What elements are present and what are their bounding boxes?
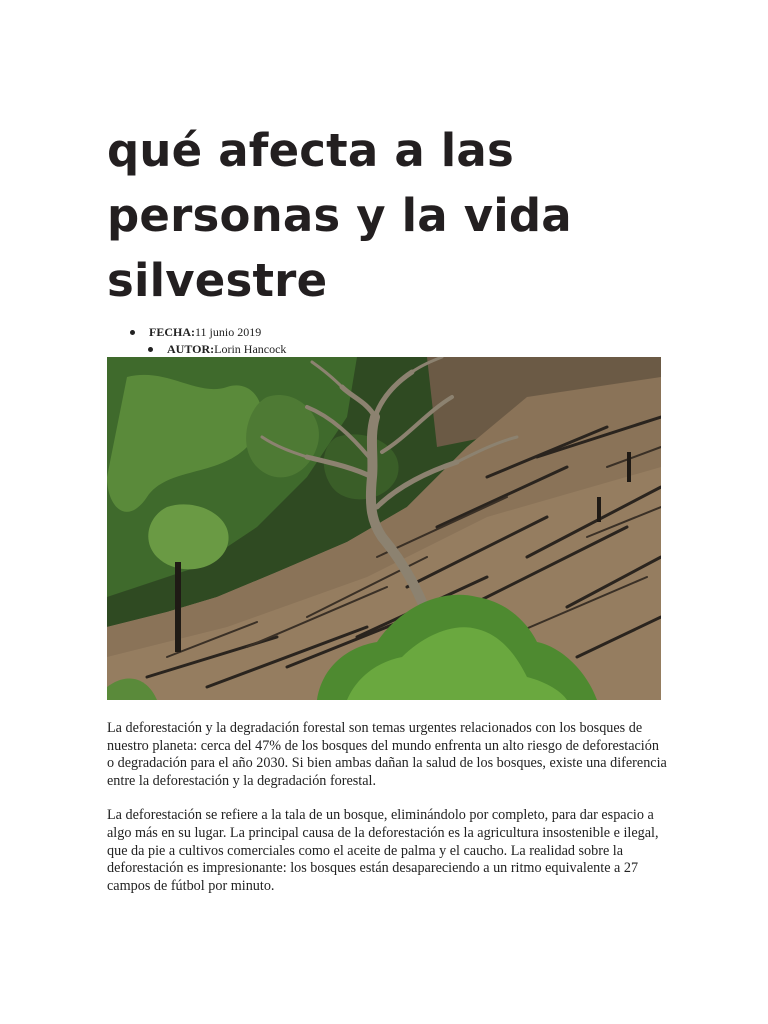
meta-author-item — [148, 342, 286, 357]
author-label: AUTOR: — [167, 342, 215, 356]
date-label: FECHA: — [149, 325, 195, 339]
article-body — [107, 720, 667, 912]
paragraph: La deforestación y la degradación forestal son temas urgentes relacionados con los bosques de nuestro planeta: cerca del 47% de los bosques del mundo enfrenta un alto riesgo de deforestación o degradación para el año 2030. Si bien ambas dañan la salud de los bosques, existe una diferencia entre la deforestación y la degradación forestal. — [107, 720, 667, 789]
bullet-icon — [130, 330, 135, 335]
meta-date-item — [130, 325, 261, 340]
page-title: qué afecta a las personas y la vida silvestre — [107, 124, 572, 307]
paragraph: La deforestación se refiere a la tala de un bosque, eliminándolo por completo, para dar espacio a algo más en su lugar. La principal causa de la deforestación es la agricultura insostenible e ilegal, que da pie a cultivos comerciales como el aceite de palma y el caucho. La realidad sobre la deforestación es impresionante: los bosques están desapareciendo a un ritmo equivalente a 27 campos de fútbol por minuto. — [107, 807, 659, 894]
author-value: Lorin Hancock — [214, 342, 287, 356]
bullet-icon — [148, 347, 153, 352]
deforestation-photo — [107, 357, 661, 700]
date-value: 11 junio 2019 — [195, 325, 262, 339]
